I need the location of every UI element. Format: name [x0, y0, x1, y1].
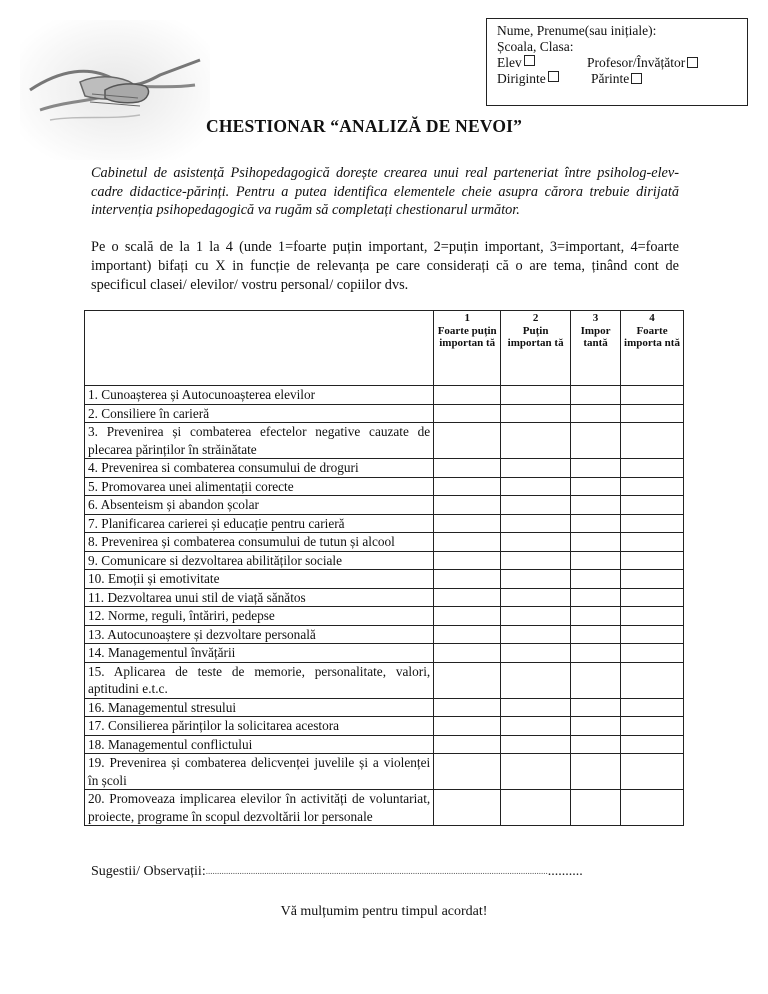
table-row [85, 459, 684, 478]
rating-cell-1[interactable] [434, 698, 501, 717]
thanks-note: Vă mulțumim pentru timpul acordat! [280, 904, 488, 919]
rating-cell-1[interactable] [434, 625, 501, 644]
rating-cell-2[interactable] [501, 496, 571, 515]
topic-label: 8. Prevenirea și combaterea consumului de tutun și alcool [85, 533, 434, 552]
rating-cell-4[interactable] [621, 551, 684, 570]
table-row [85, 533, 684, 552]
suggestions-dotted-line[interactable]: ........................................................................................................................................................ [205, 866, 548, 876]
rating-cell-1[interactable] [434, 404, 501, 423]
page-title: CHESTIONAR “ANALIZĂ DE NEVOI” [206, 116, 523, 136]
rating-cell-3[interactable] [571, 477, 621, 496]
rating-cell-1[interactable] [434, 662, 501, 698]
rating-cell-2[interactable] [501, 404, 571, 423]
topic-label: 2. Consiliere în carieră [85, 404, 434, 423]
role-row-1 [497, 55, 747, 71]
topic-label: 6. Absenteism și abandon școlar [85, 496, 434, 515]
rating-cell-1[interactable] [434, 496, 501, 515]
rating-cell-2[interactable] [501, 625, 571, 644]
table-row [85, 588, 684, 607]
rating-cell-1[interactable] [434, 754, 501, 790]
topic-label: 5. Promovarea unei alimentații corecte [85, 477, 434, 496]
topic-label: 1. Cunoașterea și Autocunoașterea elevilor [85, 386, 434, 405]
rating-cell-2[interactable] [501, 735, 571, 754]
rating-cell-4[interactable] [621, 477, 684, 496]
topic-label: 15. Aplicarea de teste de memorie, personalitate, valori, aptitudini e.t.c. [85, 662, 434, 698]
rating-cell-4[interactable] [621, 588, 684, 607]
rating-cell-4[interactable] [621, 533, 684, 552]
rating-cell-2[interactable] [501, 790, 571, 826]
rating-cell-1[interactable] [434, 790, 501, 826]
rating-cell-3[interactable] [571, 588, 621, 607]
rating-cell-1[interactable] [434, 551, 501, 570]
rating-cell-2[interactable] [501, 551, 571, 570]
topic-label: 10. Emoții și emotivitate [85, 570, 434, 589]
table-header-row [85, 311, 684, 386]
rating-cell-4[interactable] [621, 404, 684, 423]
name-field[interactable]: Nume, Prenume(sau inițiale): [497, 23, 657, 38]
rating-cell-1[interactable] [434, 514, 501, 533]
topic-label: 4. Prevenirea si combaterea consumului de droguri [85, 459, 434, 478]
column-header-3: 3 Impor tantă [571, 311, 621, 386]
table-row [85, 570, 684, 589]
rating-cell-1[interactable] [434, 570, 501, 589]
rating-cell-2[interactable] [501, 607, 571, 626]
parinte-label: Părinte [591, 71, 630, 86]
rating-cell-3[interactable] [571, 662, 621, 698]
rating-cell-3[interactable] [571, 386, 621, 405]
rating-cell-4[interactable] [621, 496, 684, 515]
table-row [85, 625, 684, 644]
rating-cell-3[interactable] [571, 735, 621, 754]
diriginte-label: Diriginte [497, 71, 546, 86]
rating-cell-2[interactable] [501, 698, 571, 717]
questionnaire-table [84, 310, 684, 826]
rating-cell-4[interactable] [621, 735, 684, 754]
rating-cell-1[interactable] [434, 423, 501, 459]
column-header-1: 1 Foarte puțin importan tă [434, 311, 501, 386]
table-row [85, 514, 684, 533]
topic-label: 13. Autocunoaștere și dezvoltare personală [85, 625, 434, 644]
parinte-checkbox[interactable] [631, 73, 642, 84]
identification-box [486, 18, 748, 106]
table-row [85, 496, 684, 515]
rating-cell-3[interactable] [571, 459, 621, 478]
rating-cell-4[interactable] [621, 662, 684, 698]
topic-label: 14. Managementul învățării [85, 644, 434, 663]
rating-cell-1[interactable] [434, 459, 501, 478]
table-row [85, 423, 684, 459]
rating-cell-4[interactable] [621, 386, 684, 405]
rating-cell-2[interactable] [501, 459, 571, 478]
school-field[interactable]: Școala, Clasa: [497, 39, 574, 54]
elev-checkbox[interactable] [524, 55, 535, 66]
rating-cell-4[interactable] [621, 698, 684, 717]
rating-cell-2[interactable] [501, 423, 571, 459]
scale-instructions: Pe o scală de la 1 la 4 (unde 1=foarte puțin important, 2=puțin important, 3=important, 4=foarte important) bifați cu X in funcție de relevanța pe care considerați că o are tema, ținând cont de specificul clasei/ elevilor/ vostru personal/ copiilor dvs. [91, 239, 679, 293]
rating-cell-4[interactable] [621, 625, 684, 644]
rating-cell-3[interactable] [571, 790, 621, 826]
rating-cell-1[interactable] [434, 533, 501, 552]
rating-cell-4[interactable] [621, 459, 684, 478]
table-row [85, 644, 684, 663]
suggestions-label: Sugestii/ Observații: [91, 864, 206, 879]
rating-cell-3[interactable] [571, 533, 621, 552]
rating-cell-3[interactable] [571, 496, 621, 515]
handshake-logo [20, 20, 210, 160]
rating-cell-3[interactable] [571, 698, 621, 717]
rating-cell-2[interactable] [501, 644, 571, 663]
rating-cell-2[interactable] [501, 662, 571, 698]
rating-cell-4[interactable] [621, 570, 684, 589]
table-row [85, 717, 684, 736]
table-row [85, 735, 684, 754]
rating-cell-1[interactable] [434, 386, 501, 405]
rating-cell-2[interactable] [501, 477, 571, 496]
table-row [85, 607, 684, 626]
elev-label: Elev [497, 55, 522, 70]
topic-label: 20. Promoveaza implicarea elevilor în activități de voluntariat, proiecte, programe în scopul dezvoltării lor personale [85, 790, 434, 826]
rating-cell-3[interactable] [571, 754, 621, 790]
topic-header [85, 311, 434, 386]
topic-label: 11. Dezvoltarea unui stil de viață sănătos [85, 588, 434, 607]
topic-label: 7. Planificarea carierei și educație pentru carieră [85, 514, 434, 533]
rating-cell-2[interactable] [501, 533, 571, 552]
rating-cell-2[interactable] [501, 386, 571, 405]
rating-cell-3[interactable] [571, 404, 621, 423]
role-row-2 [497, 71, 747, 87]
rating-cell-3[interactable] [571, 514, 621, 533]
rating-cell-3[interactable] [571, 570, 621, 589]
column-header-4: 4 Foarte importa ntă [621, 311, 684, 386]
rating-cell-2[interactable] [501, 570, 571, 589]
rating-cell-4[interactable] [621, 717, 684, 736]
rating-cell-1[interactable] [434, 644, 501, 663]
table-row [85, 386, 684, 405]
table-row [85, 790, 684, 826]
table-row [85, 698, 684, 717]
rating-cell-1[interactable] [434, 717, 501, 736]
column-header-2: 2 Puțin importan tă [501, 311, 571, 386]
rating-cell-3[interactable] [571, 423, 621, 459]
rating-cell-3[interactable] [571, 607, 621, 626]
rating-cell-3[interactable] [571, 644, 621, 663]
rating-cell-3[interactable] [571, 551, 621, 570]
rating-cell-4[interactable] [621, 644, 684, 663]
topic-label: 19. Prevenirea și combaterea delicvenței juvelile și a violenței în școli [85, 754, 434, 790]
rating-cell-4[interactable] [621, 423, 684, 459]
suggestions-line[interactable]: Sugestii/ Observații:.................................................................................................................................................................. [91, 864, 583, 879]
rating-cell-4[interactable] [621, 790, 684, 826]
rating-cell-4[interactable] [621, 607, 684, 626]
rating-cell-2[interactable] [501, 717, 571, 736]
rating-cell-3[interactable] [571, 625, 621, 644]
rating-cell-2[interactable] [501, 514, 571, 533]
table-row [85, 551, 684, 570]
table-row [85, 754, 684, 790]
table-row [85, 662, 684, 698]
topic-label: 12. Norme, reguli, întăriri, pedepse [85, 607, 434, 626]
topic-label: 18. Managementul conflictului [85, 735, 434, 754]
rating-cell-4[interactable] [621, 754, 684, 790]
rating-cell-2[interactable] [501, 754, 571, 790]
table-row [85, 477, 684, 496]
profesor-label: Profesor/Învățător [587, 55, 686, 70]
rating-cell-4[interactable] [621, 514, 684, 533]
rating-cell-1[interactable] [434, 588, 501, 607]
topic-label: 9. Comunicare si dezvoltarea abilităților sociale [85, 551, 434, 570]
rating-cell-1[interactable] [434, 607, 501, 626]
topic-label: 17. Consilierea părinților la solicitarea acestora [85, 717, 434, 736]
table-row [85, 404, 684, 423]
rating-cell-1[interactable] [434, 735, 501, 754]
diriginte-checkbox[interactable] [548, 71, 559, 82]
rating-cell-1[interactable] [434, 477, 501, 496]
topic-label: 3. Prevenirea și combaterea efectelor negative cauzate de plecarea părinților în străinătate [85, 423, 434, 459]
profesor-checkbox[interactable] [687, 57, 698, 68]
intro-paragraph: Cabinetul de asistență Psihopedagogică dorește crearea unui real parteneriat între psiholog-elev-cadre didactice-părinți. Pentru a putea identifica elementele cheie asupra cărora trebuie dirijată intervenția psihopedagogică va rugăm să completați chestionarul următor. [91, 165, 679, 218]
rating-cell-2[interactable] [501, 588, 571, 607]
topic-label: 16. Managementul stresului [85, 698, 434, 717]
rating-cell-3[interactable] [571, 717, 621, 736]
